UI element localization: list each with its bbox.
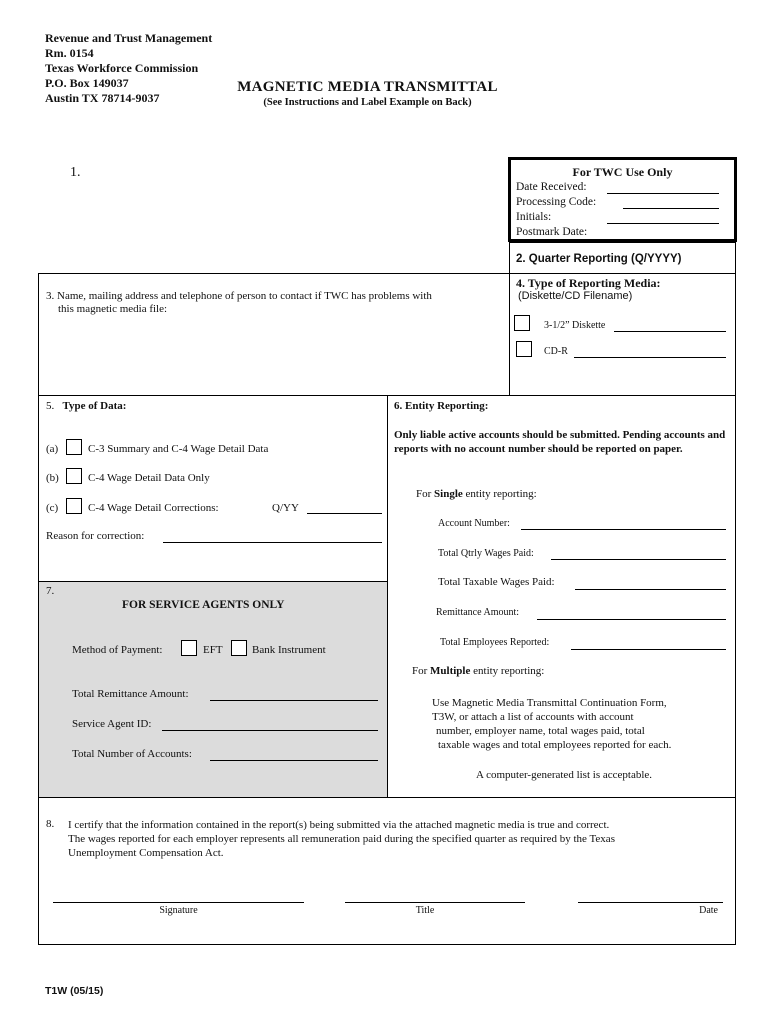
number-of-accounts-label: Total Number of Accounts: (72, 748, 192, 760)
diskette-checkbox[interactable] (514, 315, 530, 331)
reason-label: Reason for correction: (46, 530, 145, 542)
taxable-wages-label: Total Taxable Wages Paid: (438, 576, 555, 588)
single-bold: Single (434, 488, 463, 500)
type-of-data-label: Type of Data: (62, 400, 127, 412)
remittance-amount-field[interactable] (537, 619, 726, 620)
section-3-line-1: 3. Name, mailing address and telephone of person to contact if TWC has problems with (46, 290, 432, 302)
twc-use-only-box (508, 157, 737, 242)
remittance-amount-label: Remittance Amount: (436, 607, 520, 618)
option-c-key: (c) (46, 502, 59, 514)
media-type-label: 4. Type of Reporting Media: (516, 276, 661, 290)
method-of-payment-label: Method of Payment: (72, 644, 163, 656)
qtrly-wages-field[interactable] (551, 559, 726, 560)
agency-address (45, 31, 212, 106)
form-subtitle: (See Instructions and Label Example on Back) (263, 97, 472, 108)
option-b-label: C-4 Wage Detail Data Only (88, 472, 210, 484)
cd-r-label: CD-R (544, 346, 568, 357)
multiple-bold: Multiple (430, 665, 471, 677)
address-line: Austin TX 78714-9037 (45, 91, 160, 105)
contact-info-input[interactable] (46, 325, 505, 391)
entity-reporting-label: 6. Entity Reporting: (394, 400, 489, 412)
option-c-label: C-4 Wage Detail Corrections: (88, 502, 219, 514)
multiple-post: entity reporting: (470, 665, 545, 677)
section-3-label (46, 290, 506, 316)
divider (38, 581, 388, 582)
quarter-reporting-text: 2. Quarter Reporting (Q/YYYY) (516, 253, 682, 265)
section-7-number: 7. (46, 585, 55, 597)
qyy-label: Q/YY (272, 502, 299, 514)
address-line: Rm. 0154 (45, 46, 94, 60)
processing-code-field[interactable] (623, 208, 719, 209)
quarter-reporting-label (516, 253, 682, 265)
option-a-label: C-3 Summary and C-4 Wage Detail Data (88, 443, 269, 455)
account-number-field[interactable] (521, 529, 726, 530)
divider (38, 944, 736, 945)
multiple-line-3: number, employer name, total wages paid, total (436, 725, 645, 737)
cd-r-checkbox[interactable] (516, 341, 532, 357)
eft-checkbox[interactable] (181, 640, 197, 656)
entity-reporting-notice: Only liable active accounts should be submitted. Pending accounts and reports with no account number should be reported on paper. (394, 429, 726, 455)
multiple-entity-label (412, 665, 544, 677)
option-b-checkbox[interactable] (66, 468, 82, 484)
form-title: MAGNETIC MEDIA TRANSMITTAL (237, 79, 498, 95)
qyy-field[interactable] (307, 513, 382, 514)
option-c-checkbox[interactable] (66, 498, 82, 514)
section-8-number: 8. (46, 818, 55, 830)
divider (38, 797, 736, 798)
qtrly-wages-label: Total Qtrly Wages Paid: (438, 548, 534, 559)
media-type-sub: (Diskette/CD Filename) (518, 290, 633, 302)
address-line: Texas Workforce Commission (45, 61, 199, 75)
bank-instrument-checkbox[interactable] (231, 640, 247, 656)
section-3-line-2: this magnetic media file: (58, 303, 168, 315)
divider (735, 273, 736, 945)
single-pre: For (416, 488, 435, 500)
postmark-date-label: Postmark Date: (516, 226, 588, 238)
single-entity-label (416, 488, 537, 500)
processing-code-label: Processing Code: (516, 196, 597, 208)
address-line: Revenue and Trust Management (45, 31, 213, 45)
initials-field[interactable] (607, 223, 719, 224)
initials-label: Initials: (516, 211, 552, 223)
divider (387, 395, 388, 798)
title-label: Title (415, 905, 435, 916)
cd-r-filename-field[interactable] (574, 357, 726, 358)
option-b-key: (b) (46, 472, 59, 484)
eft-label: EFT (203, 644, 223, 656)
divider (509, 242, 510, 273)
total-remittance-field[interactable] (210, 700, 378, 701)
multiple-pre: For (412, 665, 431, 677)
certification-text (68, 818, 728, 860)
option-a-checkbox[interactable] (66, 439, 82, 455)
account-number-label: Account Number: (438, 518, 510, 529)
bank-instrument-label: Bank Instrument (252, 644, 326, 656)
signature-field[interactable] (53, 902, 304, 903)
address-line: P.O. Box 149037 (45, 76, 129, 90)
service-agent-id-label: Service Agent ID: (72, 718, 152, 730)
service-agent-id-field[interactable] (162, 730, 378, 731)
section-5-number: 5. (46, 400, 55, 412)
multiple-line-4: taxable wages and total employees reported for each. (438, 739, 672, 751)
service-agents-title: FOR SERVICE AGENTS ONLY (122, 599, 285, 611)
divider (509, 273, 510, 396)
date-label: Date (699, 905, 718, 916)
date-field[interactable] (578, 902, 723, 903)
divider (38, 273, 736, 274)
cert-line-3: Unemployment Compensation Act. (68, 847, 224, 859)
single-post: entity reporting: (462, 488, 537, 500)
twc-box-title: For TWC Use Only (572, 165, 673, 179)
divider (509, 242, 736, 243)
section-5-label (46, 400, 126, 412)
date-received-field[interactable] (607, 193, 719, 194)
signature-label: Signature (159, 905, 198, 916)
cert-line-1: I certify that the information contained in the report(s) being submitted via the attached magnetic media is true and correct. (68, 819, 610, 831)
title-field[interactable] (345, 902, 525, 903)
multiple-instructions (432, 696, 671, 752)
diskette-filename-field[interactable] (614, 331, 726, 332)
computer-list-note: A computer-generated list is acceptable. (476, 769, 653, 781)
diskette-label: 3-1/2” Diskette (544, 320, 606, 331)
option-a-key: (a) (46, 443, 59, 455)
divider (735, 242, 736, 273)
multiple-line-1: Use Magnetic Media Transmittal Continuation Form, (432, 697, 667, 709)
section-1-number: 1. (70, 165, 81, 180)
taxable-wages-field[interactable] (575, 589, 726, 590)
multiple-line-2: T3W, or attach a list of accounts with account (432, 711, 634, 723)
reason-field[interactable] (163, 542, 382, 543)
cert-line-2: The wages reported for each employer represents all remuneration paid during the specified quarter as required by the Texas (68, 833, 615, 845)
employees-reported-field[interactable] (571, 649, 726, 650)
total-remittance-label: Total Remittance Amount: (72, 688, 189, 700)
form-id: T1W (05/15) (45, 985, 104, 997)
employees-reported-label: Total Employees Reported: (440, 637, 550, 648)
date-received-label: Date Received: (516, 181, 587, 193)
number-of-accounts-field[interactable] (210, 760, 378, 761)
